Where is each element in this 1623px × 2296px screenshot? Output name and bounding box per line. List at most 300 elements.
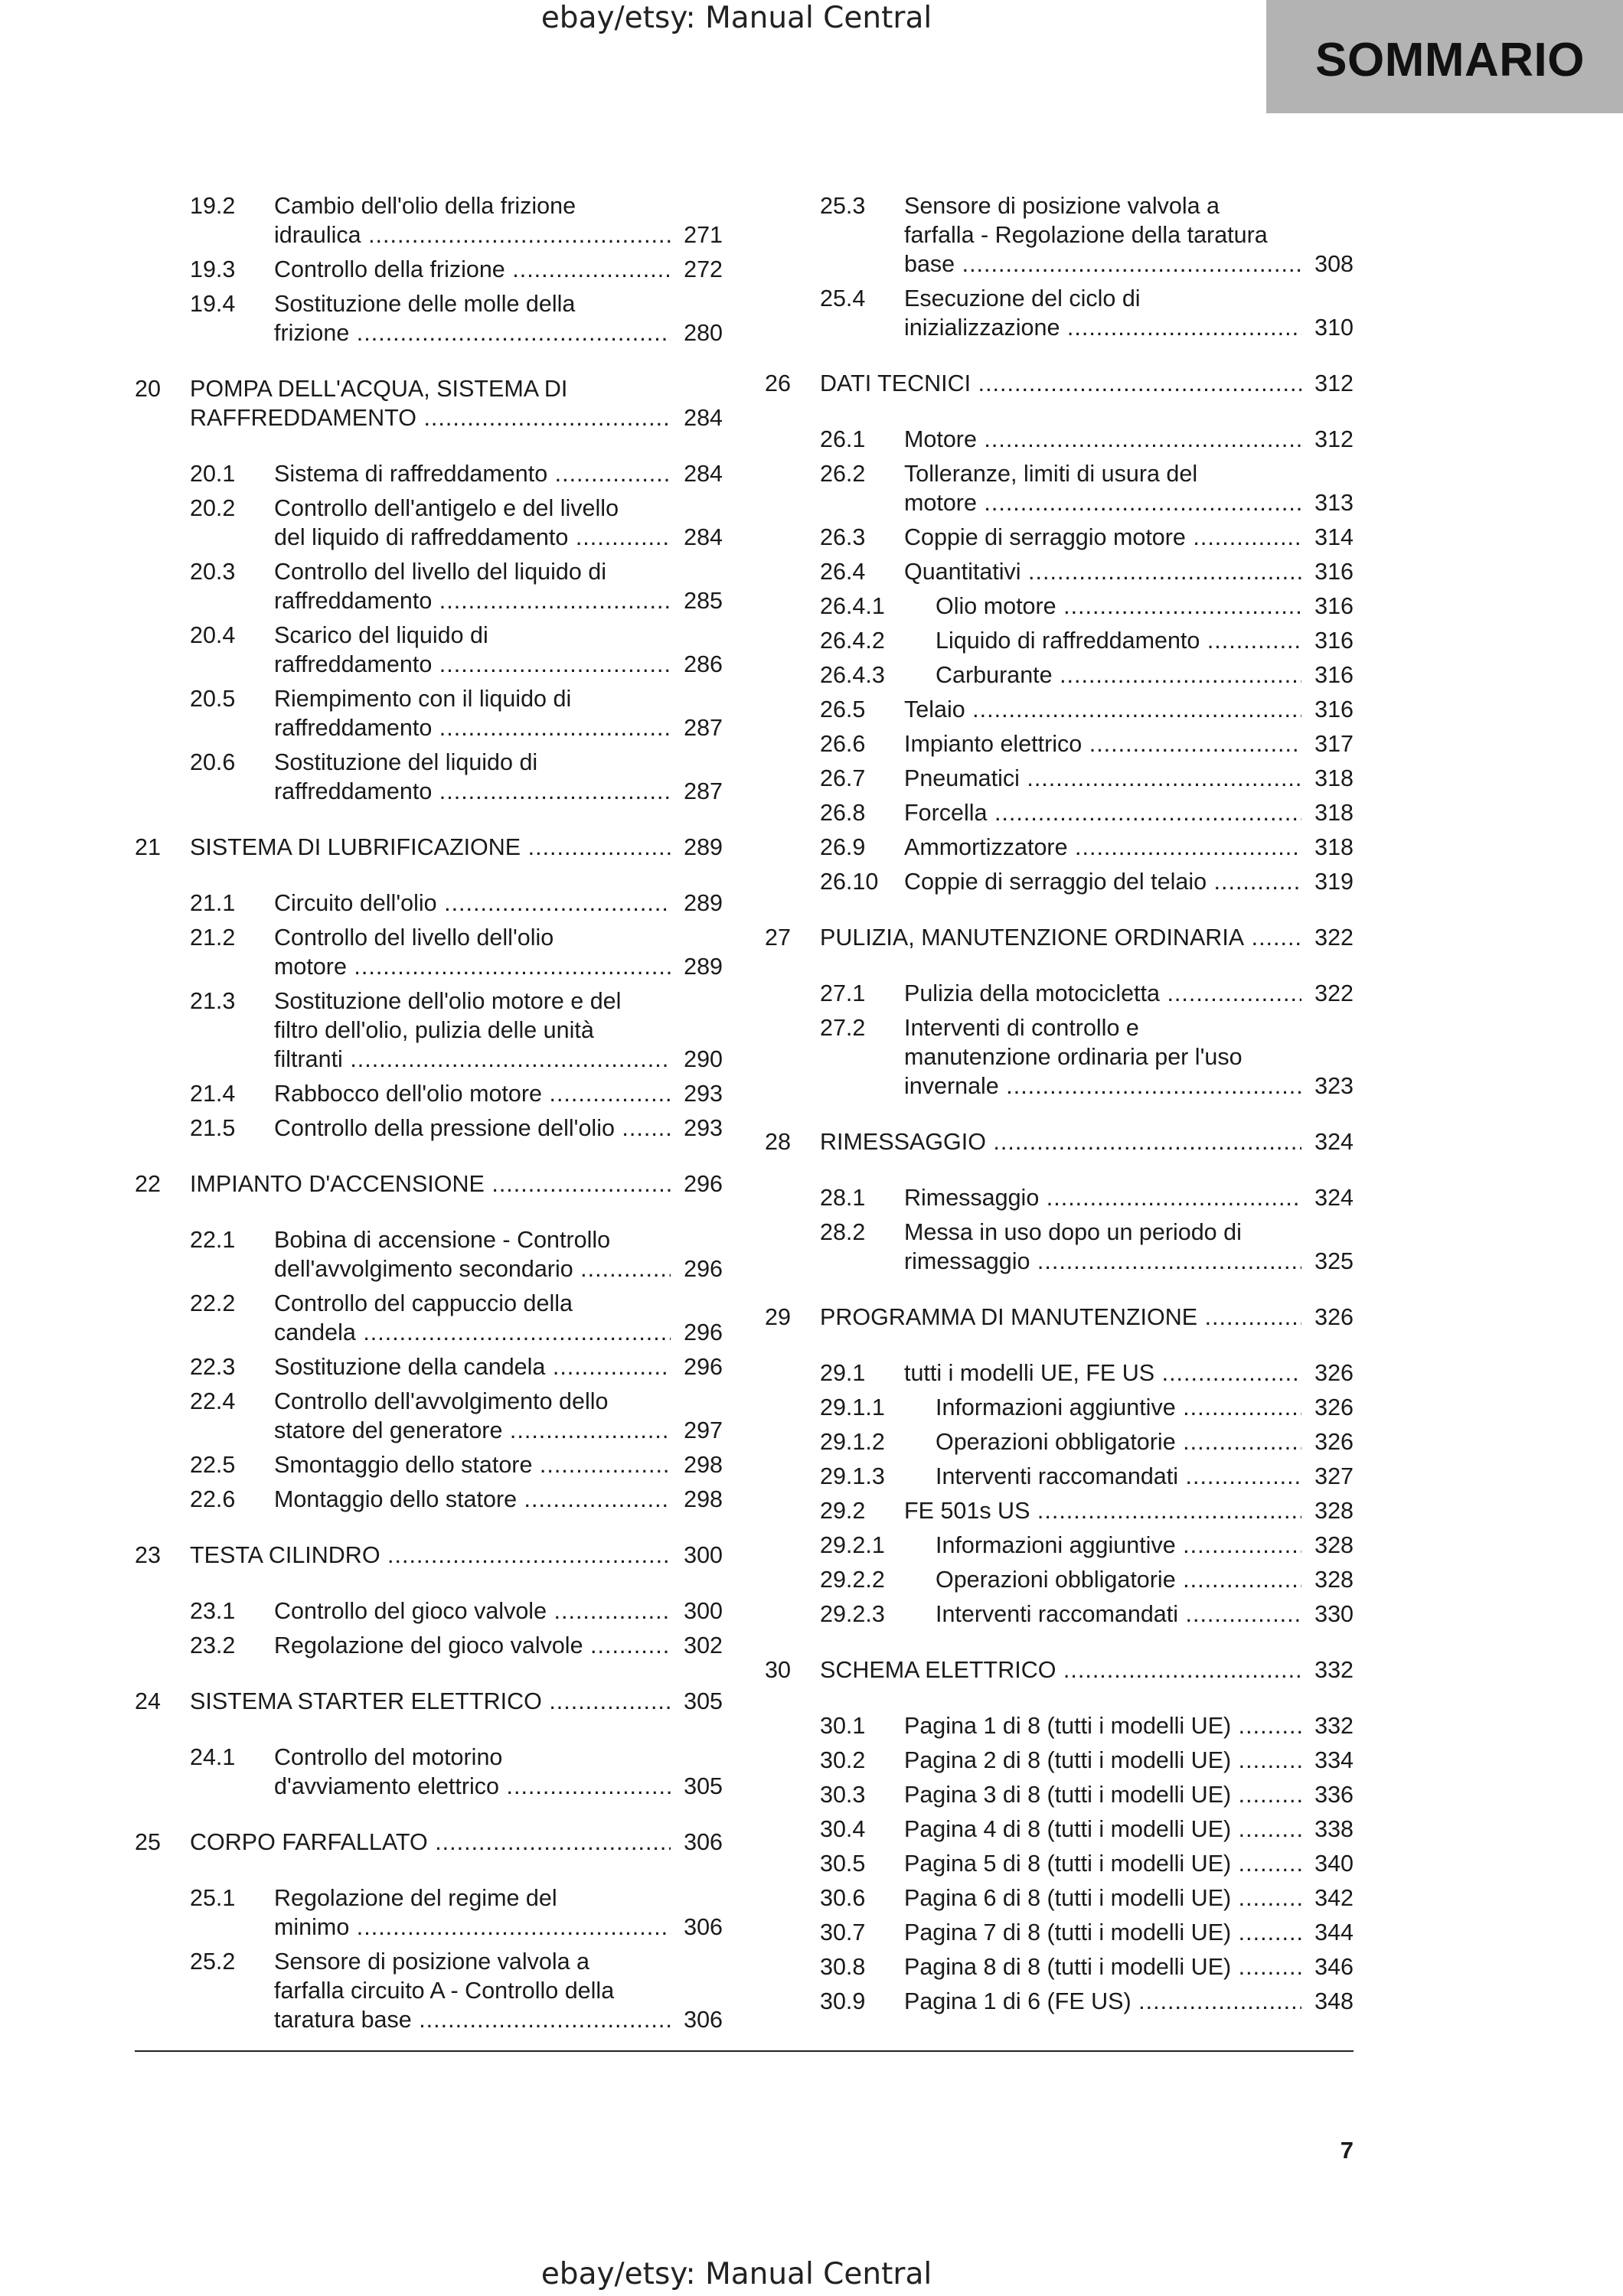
watermark-top: ebay/etsy: Manual Central bbox=[540, 1, 932, 35]
toc-entry-title bbox=[190, 374, 671, 432]
toc-entry-title bbox=[904, 425, 1301, 454]
toc-section-entry[interactable] bbox=[190, 1114, 723, 1143]
toc-entry-title bbox=[274, 987, 671, 1074]
toc-entry-page: 340 bbox=[1314, 1851, 1354, 1877]
toc-entry-number: 20.2 bbox=[190, 495, 236, 521]
toc-entry-title-line: Quantitativi ..... bbox=[904, 557, 1301, 586]
toc-entry-number: 20 bbox=[135, 376, 161, 402]
toc-entry-title bbox=[904, 833, 1301, 862]
toc-entry-title-line: Pagina 7 di 8 (tutti i modelli UE) ..... bbox=[904, 1918, 1301, 1947]
toc-entry-number: 21.4 bbox=[190, 1081, 236, 1107]
toc-entry-page: 298 bbox=[684, 1486, 723, 1512]
toc-section-entry[interactable] bbox=[820, 867, 1354, 896]
toc-entry-page: 302 bbox=[684, 1632, 723, 1658]
toc-entry-title-line: Sostituzione delle molle della bbox=[274, 291, 576, 317]
toc-entry-page: 319 bbox=[1314, 869, 1354, 895]
toc-entry-page: 336 bbox=[1314, 1782, 1354, 1808]
toc-entry-title bbox=[904, 459, 1301, 517]
toc-entry-page: 310 bbox=[1314, 315, 1354, 341]
toc-section-entry[interactable] bbox=[820, 1496, 1354, 1525]
toc-section-entry[interactable] bbox=[820, 425, 1354, 454]
toc-entry-title bbox=[274, 557, 671, 615]
toc-entry-number: 19.3 bbox=[190, 256, 236, 282]
toc-section-entry[interactable] bbox=[190, 1743, 723, 1801]
toc-entry-title-line: Impianto elettrico ..... bbox=[904, 729, 1301, 758]
toc-entry-number: 21.2 bbox=[190, 925, 236, 951]
toc-entry-title-line: RIMESSAGGIO ..... bbox=[820, 1127, 1301, 1156]
toc-chapter-entry[interactable] bbox=[765, 369, 1354, 398]
toc-entry-page: 326 bbox=[1314, 1429, 1354, 1455]
toc-entry-title-line: minimo ..... bbox=[274, 1913, 671, 1942]
toc-section-entry[interactable] bbox=[820, 1918, 1354, 1947]
toc-entry-title-line: Informazioni aggiuntive ..... bbox=[936, 1531, 1301, 1560]
toc-entry-number: 30.2 bbox=[820, 1747, 866, 1773]
toc-entry-number: 30 bbox=[765, 1657, 791, 1683]
toc-section-entry[interactable] bbox=[820, 833, 1354, 862]
toc-entry-title bbox=[936, 1565, 1301, 1594]
toc-entry-number: 26.4 bbox=[820, 559, 866, 585]
toc-entry-number: 25 bbox=[135, 1829, 161, 1855]
toc-entry-page: 316 bbox=[1314, 559, 1354, 585]
toc-entry-title bbox=[904, 523, 1301, 552]
toc-entry-number: 22.1 bbox=[190, 1227, 236, 1253]
toc-entry-title-line: IMPIANTO D'ACCENSIONE ..... bbox=[190, 1169, 671, 1199]
toc-entry-number: 25.2 bbox=[190, 1949, 236, 1975]
toc-entry-page: 284 bbox=[684, 405, 723, 431]
toc-entry-title-line: Controllo della pressione dell'olio ..... bbox=[274, 1114, 671, 1143]
toc-section-entry[interactable] bbox=[820, 191, 1354, 279]
toc-entry-title bbox=[904, 1358, 1301, 1388]
toc-entry-title-line: Regolazione del gioco valvole ..... bbox=[274, 1631, 671, 1660]
toc-entry-number: 29.2 bbox=[820, 1498, 866, 1524]
toc-section-entry[interactable] bbox=[820, 1462, 1354, 1491]
toc-entry-page: 300 bbox=[684, 1542, 723, 1568]
toc-entry-page: 325 bbox=[1314, 1248, 1354, 1274]
toc-section-entry[interactable] bbox=[190, 1387, 723, 1445]
toc-section-entry[interactable] bbox=[820, 798, 1354, 827]
toc-entry-page: 346 bbox=[1314, 1954, 1354, 1980]
toc-entry-number: 26.6 bbox=[820, 731, 866, 757]
toc-chapter-entry[interactable] bbox=[135, 1541, 723, 1570]
toc-entry-title bbox=[190, 1828, 671, 1857]
toc-entry-title-line: tutti i modelli UE, FE US ..... bbox=[904, 1358, 1301, 1388]
toc-entry-title bbox=[904, 1496, 1301, 1525]
toc-entry-page: 316 bbox=[1314, 593, 1354, 619]
toc-section-entry[interactable] bbox=[820, 1013, 1354, 1101]
toc-entry-title bbox=[904, 1815, 1301, 1844]
toc-entry-title-line: Carburante ..... bbox=[936, 660, 1301, 690]
toc-section-entry[interactable] bbox=[190, 684, 723, 742]
toc-entry-page: 324 bbox=[1314, 1129, 1354, 1155]
toc-entry-title bbox=[936, 626, 1301, 655]
toc-chapter-entry[interactable] bbox=[765, 1303, 1354, 1332]
toc-entry-page: 271 bbox=[684, 222, 723, 248]
toc-section-entry[interactable] bbox=[820, 660, 1354, 690]
toc-section-entry[interactable] bbox=[820, 459, 1354, 517]
toc-entry-title-line: Pagina 4 di 8 (tutti i modelli UE) ..... bbox=[904, 1815, 1301, 1844]
toc-entry-title-line: farfalla - Regolazione della taratura bbox=[904, 222, 1268, 248]
toc-entry-title bbox=[190, 833, 671, 862]
toc-entry-title bbox=[904, 1987, 1301, 2016]
toc-entry-title bbox=[936, 592, 1301, 621]
toc-entry-title-line: SISTEMA STARTER ELETTRICO ..... bbox=[190, 1687, 671, 1716]
toc-entry-page: 287 bbox=[684, 715, 723, 741]
toc-entry-title bbox=[274, 1079, 671, 1108]
toc-entry-title-line: Controllo del cappuccio della bbox=[274, 1290, 573, 1316]
toc-entry-title bbox=[274, 748, 671, 806]
toc-chapter-entry[interactable] bbox=[135, 1169, 723, 1199]
toc-section-entry[interactable] bbox=[190, 1079, 723, 1108]
toc-entry-number: 26.3 bbox=[820, 524, 866, 550]
toc-entry-page: 318 bbox=[1314, 765, 1354, 791]
toc-entry-page: 322 bbox=[1314, 980, 1354, 1006]
toc-entry-title-line: CORPO FARFALLATO ..... bbox=[190, 1828, 671, 1857]
toc-chapter-entry[interactable] bbox=[765, 1127, 1354, 1156]
toc-entry-title-line: raffreddamento ..... bbox=[274, 650, 671, 679]
toc-entry-number: 26.5 bbox=[820, 696, 866, 722]
toc-section-entry[interactable] bbox=[820, 1883, 1354, 1913]
toc-section-entry[interactable] bbox=[820, 1393, 1354, 1422]
toc-entry-page: 296 bbox=[684, 1171, 723, 1197]
toc-entry-title bbox=[190, 1541, 671, 1570]
toc-section-entry[interactable] bbox=[190, 621, 723, 679]
toc-entry-title-line: Coppie di serraggio del telaio ..... bbox=[904, 867, 1301, 896]
toc-entry-title bbox=[190, 1169, 671, 1199]
toc-entry-title-line: Controllo del motorino bbox=[274, 1744, 503, 1770]
toc-entry-title bbox=[274, 889, 671, 918]
toc-entry-title bbox=[274, 684, 671, 742]
toc-section-entry[interactable] bbox=[190, 1485, 723, 1514]
toc-entry-title bbox=[904, 1849, 1301, 1878]
toc-section-entry[interactable] bbox=[190, 923, 723, 981]
toc-entry-number: 21 bbox=[135, 834, 161, 860]
toc-entry-title-line: Pneumatici ..... bbox=[904, 764, 1301, 793]
toc-entry-title bbox=[274, 1743, 671, 1801]
toc-section-entry[interactable] bbox=[820, 1600, 1354, 1629]
toc-entry-page: 326 bbox=[1314, 1394, 1354, 1420]
toc-entry-page: 280 bbox=[684, 320, 723, 346]
toc-entry-page: 342 bbox=[1314, 1885, 1354, 1911]
toc-entry-title bbox=[904, 1711, 1301, 1740]
toc-entry-title-line: statore del generatore ..... bbox=[274, 1416, 671, 1445]
toc-section-entry[interactable] bbox=[820, 1815, 1354, 1844]
toc-section-entry[interactable] bbox=[820, 557, 1354, 586]
toc-entry-title-line: Coppie di serraggio motore ..... bbox=[904, 523, 1301, 552]
toc-entry-title bbox=[274, 923, 671, 981]
toc-entry-title bbox=[904, 1183, 1301, 1212]
toc-section-entry[interactable] bbox=[820, 1183, 1354, 1212]
toc-entry-number: 27.1 bbox=[820, 980, 866, 1006]
toc-section-entry[interactable] bbox=[820, 626, 1354, 655]
toc-entry-title-line: PROGRAMMA DI MANUTENZIONE ..... bbox=[820, 1303, 1301, 1332]
toc-section-entry[interactable] bbox=[190, 889, 723, 918]
toc-entry-title-line: Olio motore ..... bbox=[936, 592, 1301, 621]
toc-section-entry[interactable] bbox=[190, 1947, 723, 2034]
toc-section-entry[interactable] bbox=[190, 255, 723, 284]
toc-entry-title bbox=[274, 1225, 671, 1283]
toc-entry-title-line: Tolleranze, limiti di usura del bbox=[904, 461, 1198, 487]
toc-section-entry[interactable] bbox=[190, 1631, 723, 1660]
toc-entry-page: 327 bbox=[1314, 1463, 1354, 1489]
toc-entry-title bbox=[904, 1883, 1301, 1913]
toc-entry-title bbox=[936, 1600, 1301, 1629]
toc-entry-title bbox=[904, 1746, 1301, 1775]
toc-entry-number: 22.6 bbox=[190, 1486, 236, 1512]
toc-section-entry[interactable] bbox=[820, 523, 1354, 552]
toc-entry-page: 316 bbox=[1314, 662, 1354, 688]
toc-entry-page: 316 bbox=[1314, 696, 1354, 722]
toc-entry-number: 22 bbox=[135, 1171, 161, 1197]
toc-entry-number: 21.3 bbox=[190, 988, 236, 1014]
toc-entry-title bbox=[274, 1114, 671, 1143]
toc-entry-title-line: inizializzazione ..... bbox=[904, 313, 1301, 342]
toc-entry-title-line: Controllo dell'avvolgimento dello bbox=[274, 1388, 609, 1414]
toc-entry-title-line: Forcella ..... bbox=[904, 798, 1301, 827]
toc-entry-page: 289 bbox=[684, 834, 723, 860]
toc-section-entry[interactable] bbox=[820, 1358, 1354, 1388]
toc-entry-title-line: SISTEMA DI LUBRIFICAZIONE ..... bbox=[190, 833, 671, 862]
toc-entry-title-line: Interventi di controllo e bbox=[904, 1015, 1139, 1041]
toc-section-entry[interactable] bbox=[190, 557, 723, 615]
toc-entry-title-line: raffreddamento ..... bbox=[274, 777, 671, 806]
toc-entry-title-line: Pagina 1 di 6 (FE US) ..... bbox=[904, 1987, 1301, 2016]
toc-entry-title-line: Circuito dell'olio ..... bbox=[274, 889, 671, 918]
toc-entry-title-line: Operazioni obbligatorie ..... bbox=[936, 1565, 1301, 1594]
toc-entry-title bbox=[274, 1596, 671, 1626]
toc-entry-number: 30.5 bbox=[820, 1851, 866, 1877]
toc-entry-page: 296 bbox=[684, 1319, 723, 1345]
toc-entry-number: 22.2 bbox=[190, 1290, 236, 1316]
toc-entry-title-line: dell'avvolgimento secondario ..... bbox=[274, 1254, 671, 1283]
toc-entry-title bbox=[904, 1218, 1301, 1276]
toc-entry-number: 26.1 bbox=[820, 426, 866, 452]
toc-entry-title bbox=[904, 284, 1301, 342]
toc-section-entry[interactable] bbox=[190, 1450, 723, 1479]
toc-chapter-entry[interactable] bbox=[765, 1655, 1354, 1684]
toc-entry-title-line: Sensore di posizione valvola a bbox=[904, 193, 1220, 219]
toc-entry-title bbox=[904, 695, 1301, 724]
toc-entry-title bbox=[820, 1655, 1301, 1684]
toc-entry-title-line: Ammortizzatore ..... bbox=[904, 833, 1301, 862]
toc-entry-title-line: Pulizia della motocicletta ..... bbox=[904, 979, 1301, 1008]
toc-entry-page: 305 bbox=[684, 1688, 723, 1714]
toc-entry-page: 296 bbox=[684, 1354, 723, 1380]
toc-section-entry[interactable] bbox=[820, 764, 1354, 793]
toc-entry-title-line: farfalla circuito A - Controllo della bbox=[274, 1978, 615, 2004]
toc-section-entry[interactable] bbox=[820, 729, 1354, 758]
toc-section-entry[interactable] bbox=[820, 1987, 1354, 2016]
toc-entry-page: 316 bbox=[1314, 628, 1354, 654]
toc-entry-title-line: Rabbocco dell'olio motore ..... bbox=[274, 1079, 671, 1108]
toc-entry-title-line: candela ..... bbox=[274, 1318, 671, 1347]
toc-entry-page: 326 bbox=[1314, 1304, 1354, 1330]
toc-section-entry[interactable] bbox=[190, 748, 723, 806]
toc-entry-title-line: raffreddamento ..... bbox=[274, 713, 671, 742]
toc-section-entry[interactable] bbox=[820, 1780, 1354, 1809]
toc-entry-page: 313 bbox=[1314, 490, 1354, 516]
toc-entry-number: 30.6 bbox=[820, 1885, 866, 1911]
toc-entry-number: 22.3 bbox=[190, 1354, 236, 1380]
toc-entry-title bbox=[904, 764, 1301, 793]
page-number: 7 bbox=[1340, 2137, 1354, 2164]
toc-entry-title bbox=[936, 1531, 1301, 1560]
toc-section-entry[interactable] bbox=[190, 1289, 723, 1347]
toc-entry-number: 30.9 bbox=[820, 1988, 866, 2014]
toc-entry-page: 328 bbox=[1314, 1498, 1354, 1524]
toc-entry-number: 19.2 bbox=[190, 193, 236, 219]
toc-entry-page: 287 bbox=[684, 778, 723, 804]
toc-entry-title-line: DATI TECNICI ..... bbox=[820, 369, 1301, 398]
toc-entry-title-line: Rimessaggio ..... bbox=[904, 1183, 1301, 1212]
toc-entry-title-line: frizione ..... bbox=[274, 318, 671, 347]
toc-section-entry[interactable] bbox=[190, 459, 723, 488]
toc-section-entry[interactable] bbox=[820, 1711, 1354, 1740]
toc-entry-number: 29.1.1 bbox=[820, 1394, 885, 1420]
toc-entry-title bbox=[274, 191, 671, 249]
toc-entry-title-line: Sostituzione dell'olio motore e del bbox=[274, 988, 622, 1014]
toc-entry-page: 284 bbox=[684, 524, 723, 550]
toc-entry-page: 344 bbox=[1314, 1919, 1354, 1945]
toc-entry-title bbox=[274, 1631, 671, 1660]
toc-entry-number: 20.5 bbox=[190, 686, 236, 712]
toc-section-entry[interactable] bbox=[820, 979, 1354, 1008]
toc-entry-number: 23.1 bbox=[190, 1598, 236, 1624]
toc-entry-title-line: Interventi raccomandati ..... bbox=[936, 1600, 1301, 1629]
toc-entry-title bbox=[274, 1450, 671, 1479]
toc-section-entry[interactable] bbox=[820, 1849, 1354, 1878]
toc-entry-title-line: base ..... bbox=[904, 249, 1301, 279]
toc-entry-title-line: Sistema di raffreddamento ..... bbox=[274, 459, 671, 488]
toc-entry-number: 26.4.2 bbox=[820, 628, 885, 654]
toc-entry-number: 29.2.3 bbox=[820, 1601, 885, 1627]
toc-entry-title-line: Riempimento con il liquido di bbox=[274, 686, 572, 712]
toc-chapter-entry[interactable] bbox=[135, 1687, 723, 1716]
toc-entry-number: 19.4 bbox=[190, 291, 236, 317]
toc-entry-number: 29.2.1 bbox=[820, 1532, 885, 1558]
toc-entry-title-line: Sostituzione della candela ..... bbox=[274, 1352, 671, 1381]
toc-section-entry[interactable] bbox=[820, 284, 1354, 342]
toc-entry-title bbox=[936, 1393, 1301, 1422]
toc-entry-page: 318 bbox=[1314, 800, 1354, 826]
toc-entry-page: 272 bbox=[684, 256, 723, 282]
toc-section-entry[interactable] bbox=[190, 289, 723, 347]
toc-entry-title-line: Liquido di raffreddamento ..... bbox=[936, 626, 1301, 655]
toc-entry-title bbox=[274, 621, 671, 679]
toc-entry-number: 26.9 bbox=[820, 834, 866, 860]
toc-entry-page: 328 bbox=[1314, 1567, 1354, 1593]
toc-section-entry[interactable] bbox=[190, 987, 723, 1074]
toc-entry-page: 338 bbox=[1314, 1816, 1354, 1842]
toc-entry-title bbox=[274, 1387, 671, 1445]
footer-divider bbox=[135, 2050, 1354, 2052]
toc-entry-page: 332 bbox=[1314, 1657, 1354, 1683]
toc-entry-title-line: Operazioni obbligatorie ..... bbox=[936, 1427, 1301, 1456]
toc-entry-title-line: d'avviamento elettrico ..... bbox=[274, 1772, 671, 1801]
toc-entry-title-line: Pagina 8 di 8 (tutti i modelli UE) ..... bbox=[904, 1952, 1301, 1981]
toc-entry-title bbox=[904, 191, 1301, 279]
toc-entry-number: 29.2.2 bbox=[820, 1567, 885, 1593]
toc-entry-title-line: raffreddamento ..... bbox=[274, 586, 671, 615]
toc-entry-page: 306 bbox=[684, 2007, 723, 2033]
toc-entry-number: 22.5 bbox=[190, 1452, 236, 1478]
toc-entry-title-line: Controllo dell'antigelo e del livello bbox=[274, 495, 619, 521]
toc-entry-page: 314 bbox=[1314, 524, 1354, 550]
toc-entry-title-line: filtro dell'olio, pulizia delle unità bbox=[274, 1017, 594, 1043]
section-title: SOMMARIO bbox=[1315, 33, 1585, 86]
toc-section-entry[interactable] bbox=[820, 1565, 1354, 1594]
toc-chapter-entry[interactable] bbox=[765, 923, 1354, 952]
toc-entry-number: 26.10 bbox=[820, 869, 879, 895]
toc-section-entry[interactable] bbox=[190, 1225, 723, 1283]
toc-entry-title-line: Informazioni aggiuntive ..... bbox=[936, 1393, 1301, 1422]
toc-entry-title-line: Bobina di accensione - Controllo bbox=[274, 1227, 611, 1253]
toc-section-entry[interactable] bbox=[190, 1883, 723, 1942]
toc-chapter-entry[interactable] bbox=[135, 374, 723, 432]
toc-entry-title-line: Motore ..... bbox=[904, 425, 1301, 454]
toc-chapter-entry[interactable] bbox=[135, 833, 723, 862]
toc-entry-number: 26.2 bbox=[820, 461, 866, 487]
toc-entry-title-line: Pagina 5 di 8 (tutti i modelli UE) ..... bbox=[904, 1849, 1301, 1878]
toc-entry-page: 332 bbox=[1314, 1713, 1354, 1739]
toc-entry-number: 21.5 bbox=[190, 1115, 236, 1141]
toc-entry-page: 318 bbox=[1314, 834, 1354, 860]
toc-entry-number: 25.3 bbox=[820, 193, 866, 219]
toc-entry-title-line: del liquido di raffreddamento ..... bbox=[274, 523, 671, 552]
toc-section-entry[interactable] bbox=[820, 1952, 1354, 1981]
toc-section-entry[interactable] bbox=[820, 592, 1354, 621]
toc-section-entry[interactable] bbox=[190, 191, 723, 249]
toc-section-entry[interactable] bbox=[190, 494, 723, 552]
toc-entry-title-line: Regolazione del regime del bbox=[274, 1885, 557, 1911]
toc-section-entry[interactable] bbox=[820, 1531, 1354, 1560]
toc-entry-page: 296 bbox=[684, 1256, 723, 1282]
toc-entry-title-line: rimessaggio ..... bbox=[904, 1247, 1301, 1276]
toc-entry-title-line: Scarico del liquido di bbox=[274, 622, 488, 648]
toc-section-entry[interactable] bbox=[820, 695, 1354, 724]
toc-section-entry[interactable] bbox=[820, 1427, 1354, 1456]
toc-entry-title bbox=[274, 459, 671, 488]
toc-chapter-entry[interactable] bbox=[135, 1828, 723, 1857]
toc-section-entry[interactable] bbox=[820, 1746, 1354, 1775]
toc-entry-number: 20.4 bbox=[190, 622, 236, 648]
toc-entry-title-line: taratura base ..... bbox=[274, 2005, 671, 2034]
toc-entry-title-line: invernale ..... bbox=[904, 1071, 1301, 1101]
toc-entry-title bbox=[904, 1780, 1301, 1809]
toc-entry-number: 20.1 bbox=[190, 461, 236, 487]
toc-entry-number: 27.2 bbox=[820, 1015, 866, 1041]
toc-entry-page: 290 bbox=[684, 1046, 723, 1072]
toc-entry-number: 30.8 bbox=[820, 1954, 866, 1980]
toc-entry-number: 29.1.2 bbox=[820, 1429, 885, 1455]
toc-entry-title bbox=[274, 255, 671, 284]
toc-section-entry[interactable] bbox=[190, 1352, 723, 1381]
toc-entry-number: 28.2 bbox=[820, 1219, 866, 1245]
toc-entry-title bbox=[936, 660, 1301, 690]
toc-entry-page: 293 bbox=[684, 1115, 723, 1141]
toc-entry-title-line: idraulica ..... bbox=[274, 220, 671, 249]
toc-entry-number: 26 bbox=[765, 370, 791, 396]
toc-entry-title-line: manutenzione ordinaria per l'uso bbox=[904, 1044, 1243, 1070]
section-header-tab bbox=[1266, 0, 1623, 113]
toc-section-entry[interactable] bbox=[820, 1218, 1354, 1276]
toc-section-entry[interactable] bbox=[190, 1596, 723, 1626]
toc-entry-page: 306 bbox=[684, 1829, 723, 1855]
toc-entry-title-line: Telaio ..... bbox=[904, 695, 1301, 724]
toc-entry-page: 323 bbox=[1314, 1073, 1354, 1099]
toc-entry-number: 23 bbox=[135, 1542, 161, 1568]
toc-entry-page: 312 bbox=[1314, 370, 1354, 396]
toc-entry-page: 322 bbox=[1314, 925, 1354, 951]
